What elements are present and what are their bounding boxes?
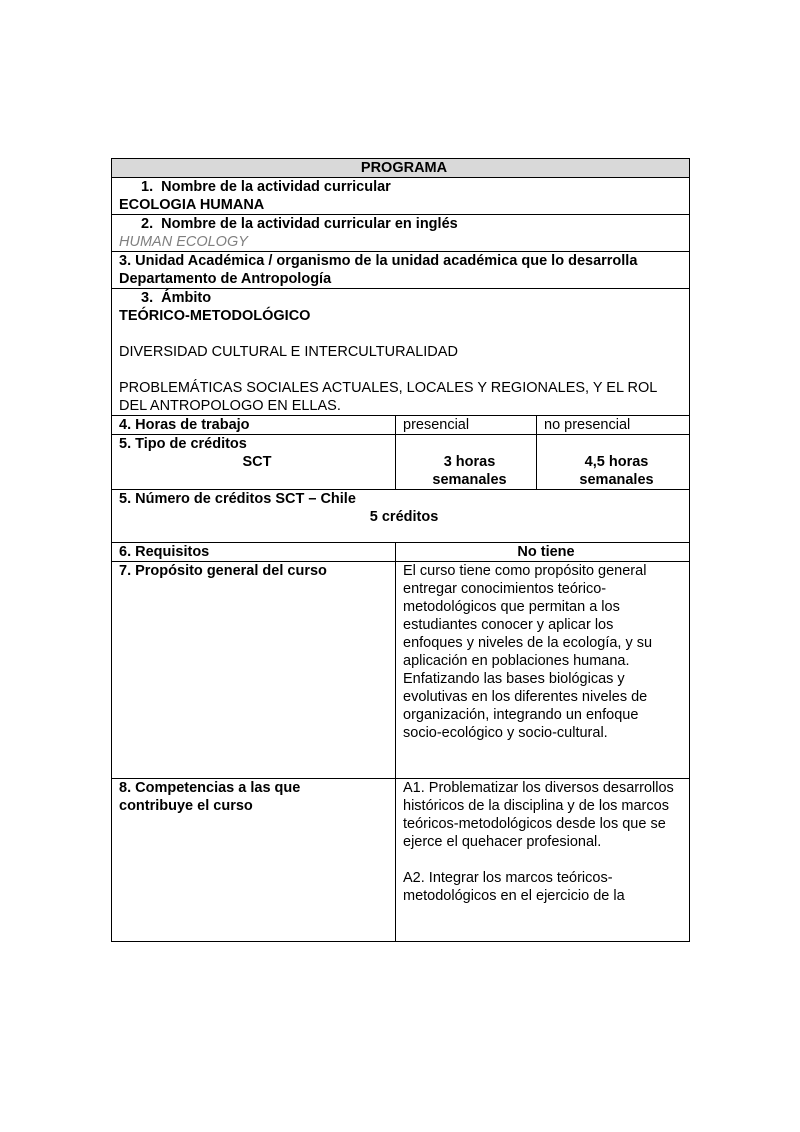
credit-number-row: [112, 490, 690, 543]
credit-no-presencial-hours: 4,5 horas semanales: [579, 454, 654, 488]
section-ambito-row: [112, 289, 690, 416]
purpose-text: El curso tiene como propósito general entregar conocimientos teórico-metodológicos que permitan a los estudiantes conocer y aplicar los enfoques y niveles de la ecología, y su aplicación en poblaciones humana. Enfatizando las bases biológicas y evolutivas en los diferentes niveles de organización, integrando un enfoque socio-ecológico y socio-cultural.: [396, 562, 690, 779]
program-title: PROGRAMA: [112, 159, 690, 178]
requirements-row: [112, 543, 690, 562]
ambito-label: 3. Ámbito: [141, 290, 212, 306]
ambito-line-1: TEÓRICO-METODOLÓGICO: [119, 308, 311, 324]
credit-type-row: [112, 435, 690, 490]
hours-no-presencial: no presencial: [537, 416, 690, 435]
hours-presencial: presencial: [396, 416, 537, 435]
hours-label: 4. Horas de trabajo: [112, 416, 396, 435]
section-name-row: [112, 178, 690, 215]
ambito-line-2: DIVERSIDAD CULTURAL E INTERCULTURALIDAD: [119, 344, 458, 360]
credit-number-value: 5 créditos: [369, 509, 439, 525]
competency-a1: A1. Problematizar los diversos desarrollos históricos de la disciplina y de los marcos teóricos-metodológicos desde los que se ejerce el quehacer profesional.: [403, 780, 674, 850]
hours-row: [112, 416, 690, 435]
program-table: [111, 158, 690, 942]
purpose-row: [112, 562, 690, 779]
section-name-label: 1. Nombre de la actividad curricular: [141, 179, 391, 195]
section-english-row: [112, 215, 690, 252]
credit-type-sct: SCT: [242, 454, 272, 470]
competency-a2: A2. Integrar los marcos teóricos-metodológicos en el ejercicio de la: [403, 870, 625, 904]
unit-value: Departamento de Antropología: [119, 271, 332, 287]
credit-number-label: 5. Número de créditos SCT – Chile: [119, 491, 356, 507]
credit-presencial-hours: 3 horas semanales: [432, 454, 507, 488]
purpose-label: 7. Propósito general del curso: [112, 562, 396, 779]
section-unit-row: [112, 252, 690, 289]
requirements-label: 6. Requisitos: [112, 543, 396, 562]
unit-label: 3. Unidad Académica / organismo de la unidad académica que lo desarrolla: [119, 253, 638, 269]
competencies-label: 8. Competencias a las que contribuye el curso: [112, 779, 396, 942]
program-form: [111, 158, 689, 942]
course-name: ECOLOGIA HUMANA: [119, 197, 265, 213]
header-row: [112, 159, 690, 178]
course-english-name: HUMAN ECOLOGY: [119, 234, 248, 250]
credit-type-label: 5. Tipo de créditos: [119, 436, 247, 452]
competencies-row: [112, 779, 690, 942]
section-english-label: 2. Nombre de la actividad curricular en inglés: [141, 216, 458, 232]
requirements-value: No tiene: [396, 543, 690, 562]
ambito-line-3: PROBLEMÁTICAS SOCIALES ACTUALES, LOCALES Y REGIONALES, Y EL ROL DEL ANTROPOLOGO EN ELLAS.: [119, 380, 657, 414]
